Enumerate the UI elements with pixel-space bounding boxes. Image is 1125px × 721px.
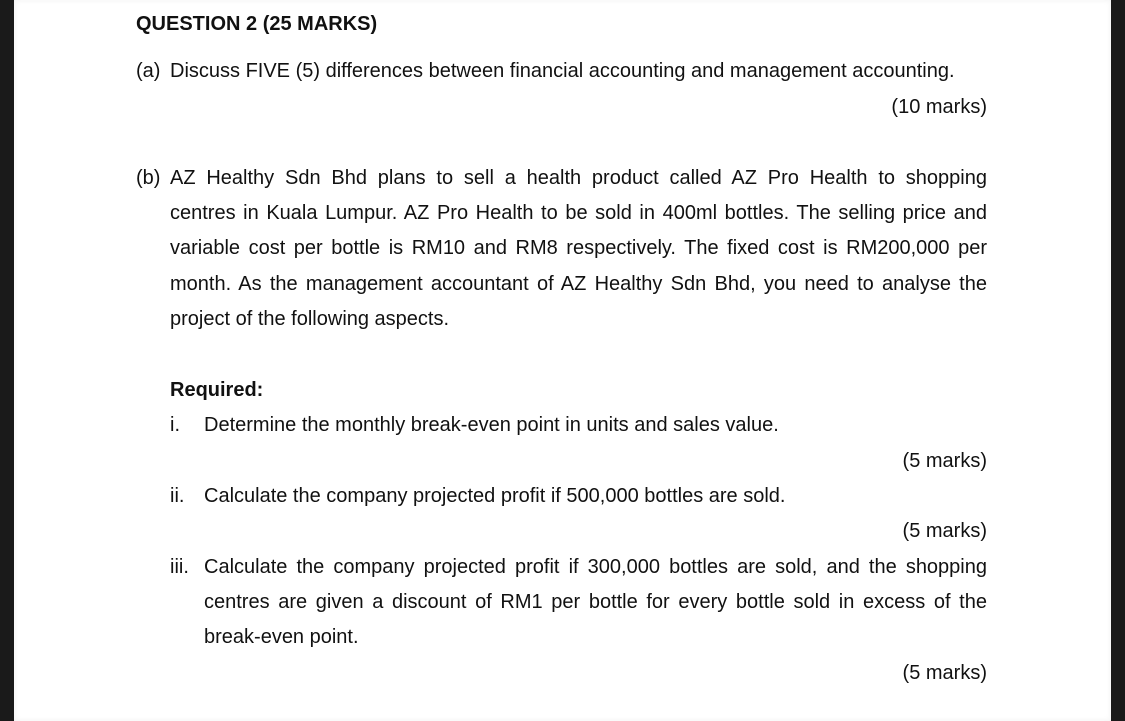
item-iii-line-3: break-even point. xyxy=(204,626,359,648)
document-page xyxy=(14,0,1111,721)
part-b-label: (b) xyxy=(136,167,161,189)
part-b-line-3: variable cost per bottle is RM10 and RM8 respectively. The fixed cost is RM200,000 per xyxy=(170,237,987,259)
question-heading: QUESTION 2 (25 MARKS) xyxy=(136,13,378,35)
part-a-label: (a) xyxy=(136,60,161,82)
part-b-line-4: month. As the management accountant of AZ Healthy Sdn Bhd, you need to analyse the xyxy=(170,273,987,295)
item-ii-marks: (5 marks) xyxy=(902,520,987,542)
part-a-text: Discuss FIVE (5) differences between financial accounting and management accounting. xyxy=(170,60,955,82)
item-iii-line-1: Calculate the company projected profit if 300,000 bottles are sold, and the shopping xyxy=(204,556,987,578)
part-b-line-5: project of the following aspects. xyxy=(170,308,450,330)
required-label: Required: xyxy=(170,379,264,401)
item-i-number: i. xyxy=(170,414,180,436)
item-i-text: Determine the monthly break-even point in units and sales value. xyxy=(204,414,779,436)
item-ii-text: Calculate the company projected profit if 500,000 bottles are sold. xyxy=(204,485,786,507)
item-iii-marks: (5 marks) xyxy=(902,662,987,684)
item-ii-number: ii. xyxy=(170,485,185,507)
part-b-line-1: AZ Healthy Sdn Bhd plans to sell a health product called AZ Pro Health to shopping xyxy=(170,167,987,189)
part-b-line-2: centres in Kuala Lumpur. AZ Pro Health to be sold in 400ml bottles. The selling price and xyxy=(170,202,987,224)
item-iii-line-2: centres are given a discount of RM1 per bottle for every bottle sold in excess of the xyxy=(204,591,987,613)
item-iii-number: iii. xyxy=(170,556,189,578)
item-i-marks: (5 marks) xyxy=(902,450,987,472)
part-a-marks: (10 marks) xyxy=(891,96,987,118)
